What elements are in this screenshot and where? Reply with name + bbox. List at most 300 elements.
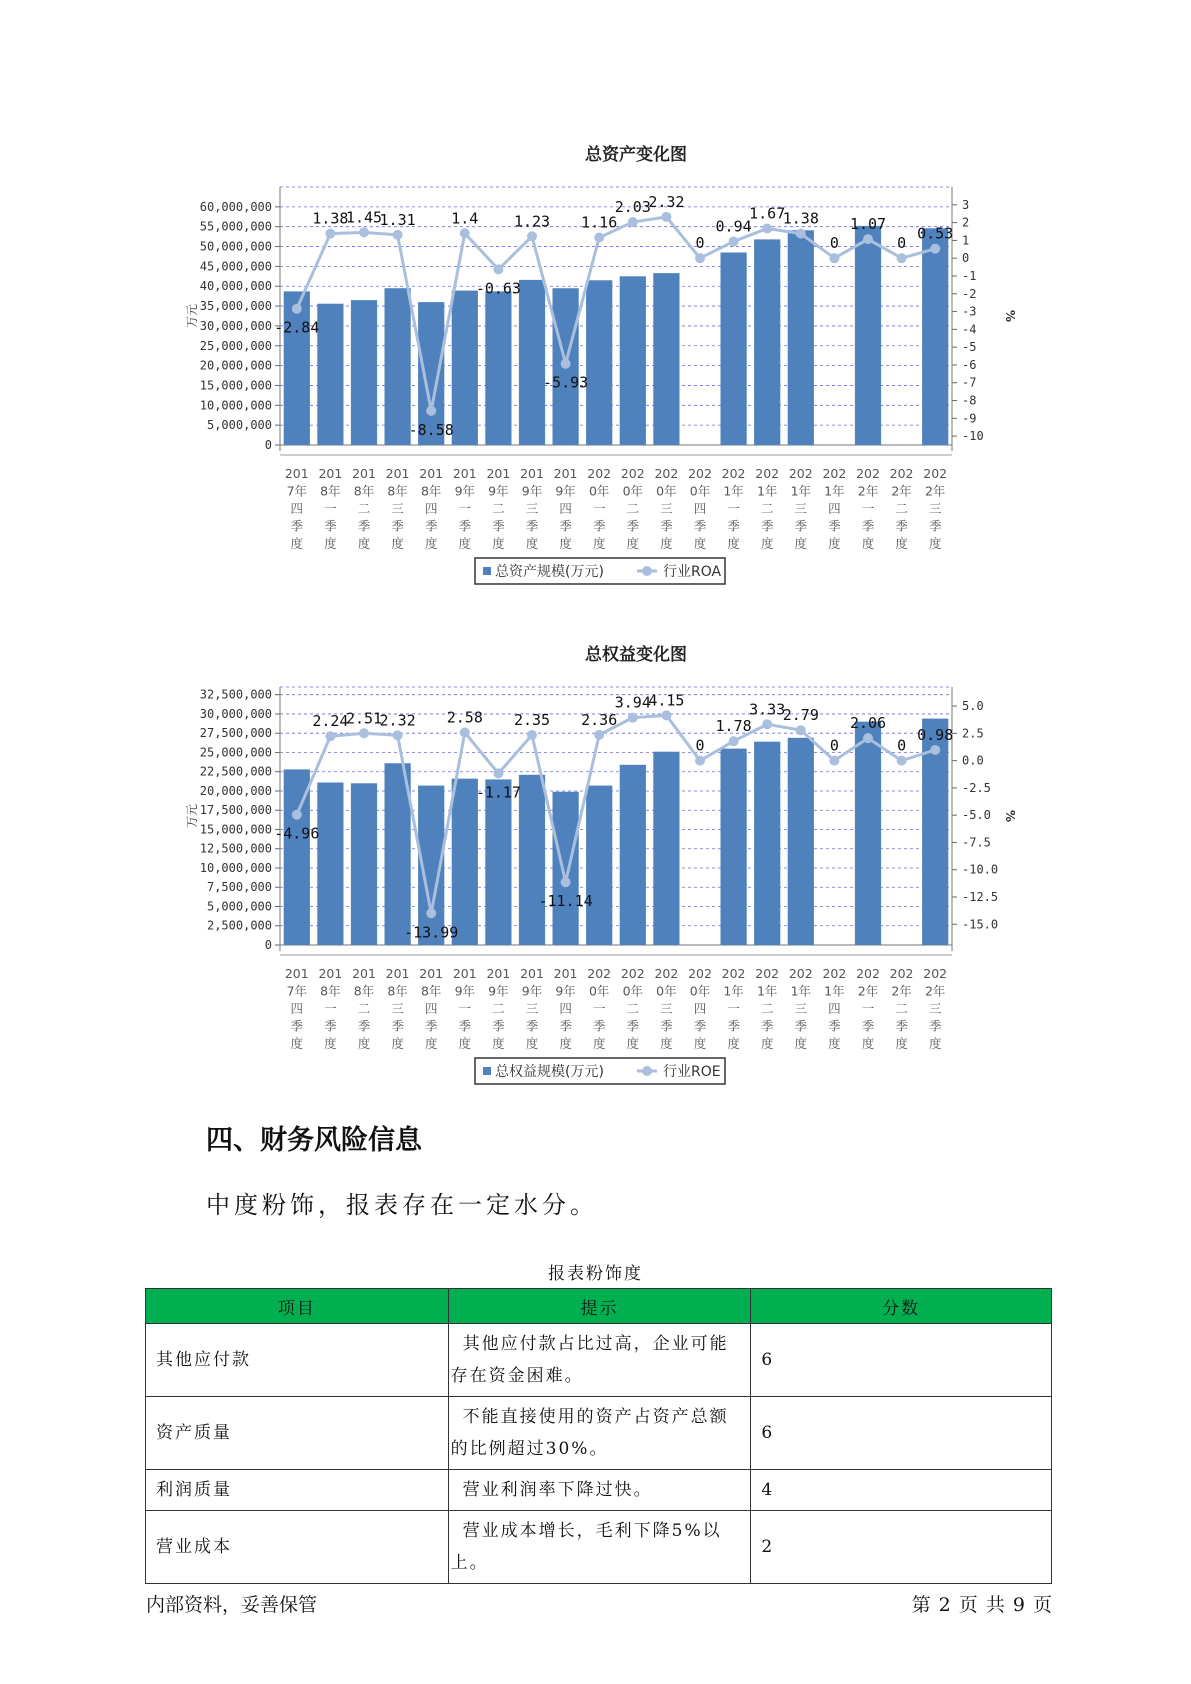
x-tick-label (688, 466, 712, 551)
y-tick-label: 35,000,000 (199, 299, 272, 314)
header-hint: 提示 (448, 1289, 751, 1324)
data-label: -13.99 (404, 923, 459, 942)
y-tick-label: 30,000,000 (199, 706, 272, 721)
x-tick-label (419, 966, 443, 1051)
footer-page-number: 第 2 页 共 9 页 (911, 1594, 1053, 1616)
row-hint (448, 1511, 751, 1584)
row-score: 4 (751, 1470, 1052, 1511)
x-tick-label-line: 1年 (756, 983, 778, 999)
x-tick-label-line: 202 (620, 966, 645, 981)
line-point (460, 228, 470, 238)
x-tick-label-line: 季 (324, 1018, 337, 1034)
table-row (146, 1397, 1052, 1470)
bar (620, 276, 646, 445)
y2-tick-label: -6 (962, 357, 977, 372)
x-tick-label-line: 季 (828, 518, 841, 534)
line-point (930, 244, 940, 254)
bar (552, 792, 578, 945)
data-label: 2.32 (648, 192, 685, 211)
bar (620, 765, 646, 945)
x-tick-label-line: 度 (391, 1036, 404, 1051)
y2-tick-label: 0.0 (962, 753, 984, 768)
x-tick-label-line: 度 (861, 536, 875, 551)
y2-axis-title: % (1003, 309, 1017, 323)
x-tick-label-line: 度 (660, 536, 673, 551)
y-tick-label: 17,500,000 (199, 803, 272, 818)
x-tick-label-line: 0年 (689, 983, 711, 999)
x-tick-label (554, 466, 578, 551)
row-hint (448, 1397, 751, 1470)
x-tick-label-line: 9年 (555, 483, 576, 499)
line-point (325, 229, 335, 239)
x-tick-label-line: 度 (458, 1036, 472, 1051)
x-tick-label-line: 202 (889, 966, 914, 981)
x-tick-label-line: 201 (553, 466, 578, 481)
chart-title: 总资产变化图 (585, 145, 687, 165)
data-label: 0 (897, 234, 907, 253)
row-hint-line: 其他应付款占比过高，企业可能 (462, 1334, 729, 1354)
x-tick-label-line: 季 (391, 518, 404, 534)
data-label: 1.4 (451, 209, 479, 228)
x-tick-label (352, 966, 376, 1051)
x-tick-label (755, 466, 779, 551)
x-tick-label-line: 季 (828, 1018, 841, 1034)
x-tick-label-line: 季 (290, 518, 304, 534)
x-tick-label (722, 466, 746, 551)
data-label: 2.36 (581, 710, 618, 729)
x-tick-label-line: 度 (525, 1036, 539, 1051)
x-tick-label-line: 季 (559, 518, 572, 534)
x-tick-label-line: 202 (923, 466, 948, 481)
x-tick-label-line: 201 (385, 966, 410, 981)
x-tick-label (486, 466, 510, 551)
bar (317, 304, 343, 445)
data-label: 2.03 (614, 198, 651, 217)
line-point (729, 736, 739, 746)
x-tick-label-line: 季 (928, 1018, 942, 1034)
y-tick-label: 20,000,000 (199, 783, 272, 798)
x-tick-label-line: 度 (492, 1036, 505, 1051)
y2-tick-label: -7 (962, 375, 977, 390)
line-point (796, 229, 806, 239)
y-tick-label: 10,000,000 (199, 860, 272, 875)
x-tick-label-line: 度 (828, 536, 841, 551)
x-tick-label-line: 0年 (622, 483, 644, 499)
x-tick-label-line: 季 (928, 518, 942, 534)
line-point (695, 253, 705, 263)
x-tick-label-line: 9年 (454, 483, 476, 499)
x-tick-label-line: 四 (424, 1001, 438, 1016)
bar (653, 273, 679, 445)
y-tick-label: 2,500,000 (206, 918, 272, 933)
x-tick-label (419, 466, 443, 551)
row-score: 2 (751, 1511, 1052, 1584)
row-hint-line: 不能直接使用的资产占资产总额 (462, 1407, 729, 1427)
x-tick-label-line: 季 (794, 518, 808, 534)
x-tick-label-line: 1年 (723, 483, 744, 499)
line-point (661, 710, 671, 720)
x-tick-label (587, 966, 611, 1051)
x-tick-label-line: 8年 (320, 483, 341, 499)
x-tick-label (520, 966, 544, 1051)
y2-tick-label: 3 (962, 197, 970, 212)
x-tick-label-line: 度 (895, 536, 908, 551)
data-label: -8.58 (408, 420, 454, 439)
x-tick-label-line: 三 (928, 501, 942, 516)
x-tick-label-line: 1年 (790, 483, 812, 499)
x-tick-label-line: 202 (620, 466, 645, 481)
x-tick-label-line: 四 (828, 1001, 841, 1016)
x-tick-label-line: 度 (592, 536, 606, 551)
line-point (527, 730, 537, 740)
x-tick-label-line: 202 (721, 466, 746, 481)
x-tick-label (318, 466, 342, 551)
data-label: 2.51 (345, 709, 383, 728)
x-tick-label-line: 201 (520, 966, 544, 981)
x-tick-label (621, 966, 645, 1051)
line-point (594, 233, 604, 243)
data-label: 0 (695, 736, 705, 755)
y2-tick-label: 2.5 (962, 726, 984, 741)
x-tick-label (285, 966, 309, 1051)
y2-tick-label: 1 (962, 233, 970, 248)
x-tick-label-line: 201 (284, 466, 309, 481)
x-tick-label-line: 9年 (521, 483, 543, 499)
x-tick-label-line: 季 (391, 1018, 404, 1034)
x-tick-label-line: 度 (828, 1036, 841, 1051)
x-tick-label-line: 度 (391, 536, 404, 551)
x-tick-label-line: 202 (889, 466, 914, 481)
x-tick-label-line: 季 (492, 1018, 505, 1034)
x-tick-label-line: 一 (324, 501, 337, 516)
y-tick-label: 7,500,000 (206, 880, 272, 895)
line-point (762, 719, 772, 729)
y-axis-title: 万元 (185, 803, 199, 829)
x-tick-label (621, 466, 645, 551)
x-tick-label (654, 466, 678, 551)
legend-bar-swatch (483, 1067, 491, 1075)
x-tick-label-line: 一 (458, 1001, 472, 1016)
x-tick-label (554, 966, 578, 1051)
x-tick-label-line: 二 (492, 501, 505, 516)
x-tick-label-line: 三 (391, 501, 404, 516)
data-label: 2.32 (379, 711, 416, 730)
x-tick-label (923, 966, 947, 1051)
bar (519, 775, 545, 945)
x-tick-label-line: 度 (693, 536, 707, 551)
x-tick-label-line: 2年 (891, 483, 912, 499)
x-tick-label-line: 201 (352, 466, 376, 481)
table-row (146, 1470, 1052, 1511)
x-tick-label-line: 7年 (286, 483, 308, 499)
bar (855, 722, 881, 945)
data-label: 1.23 (513, 212, 551, 231)
x-tick-label-line: 9年 (488, 983, 509, 999)
y2-tick-label: -4 (962, 322, 977, 337)
x-tick-label-line: 度 (357, 1036, 371, 1051)
data-label: 1.07 (849, 215, 887, 234)
x-tick-label-line: 9年 (454, 983, 476, 999)
line-point (863, 733, 873, 743)
x-tick-label-line: 1年 (756, 483, 778, 499)
x-tick-label-line: 三 (794, 1001, 808, 1016)
bar (788, 230, 814, 445)
x-tick-label-line: 一 (324, 1001, 337, 1016)
x-tick-label (453, 466, 477, 551)
x-tick-label-line: 四 (693, 1001, 707, 1016)
data-label: -0.63 (475, 279, 521, 298)
x-tick-label-line: 四 (693, 501, 707, 516)
data-label: 2.79 (782, 706, 819, 725)
x-tick-label-line: 季 (727, 518, 740, 534)
bar (284, 291, 310, 445)
data-label: 0.53 (917, 224, 954, 243)
x-tick-label-line: 度 (660, 1036, 673, 1051)
risk-table-body (146, 1324, 1052, 1584)
y2-tick-label: -5 (962, 340, 977, 355)
bar (754, 239, 780, 445)
x-tick-label-line: 二 (895, 501, 908, 516)
x-tick-label-line: 2年 (891, 983, 912, 999)
data-label: 4.15 (648, 691, 685, 710)
x-tick-label-line: 202 (822, 466, 847, 481)
table-header-row (146, 1289, 1052, 1324)
line-point (863, 234, 873, 244)
y2-tick-label: 0 (962, 251, 970, 266)
x-tick-label-line: 度 (324, 536, 337, 551)
bar (485, 779, 511, 945)
x-tick-label (789, 466, 813, 551)
footer-confidential: 内部资料，妥善保管 (146, 1594, 318, 1616)
bar (720, 749, 746, 945)
legend-bar-label: 总资产规模(万元) (495, 564, 604, 580)
y2-tick-label: -7.5 (962, 835, 991, 850)
x-tick-label-line: 季 (357, 518, 371, 534)
x-tick-label-line: 1年 (824, 983, 845, 999)
y2-tick-label: -8 (962, 393, 977, 408)
y2-tick-label: 2 (962, 215, 970, 230)
row-hint-line: 营业成本增长，毛利下降5%以上。 (450, 1521, 722, 1573)
x-tick-label-line: 201 (452, 966, 477, 981)
x-tick-label-line: 8年 (353, 483, 375, 499)
x-tick-label-line: 季 (458, 1018, 472, 1034)
x-tick-label-line: 季 (525, 518, 539, 534)
legend-bar-label: 总权益规模(万元) (495, 1064, 604, 1080)
x-tick-label-line: 季 (458, 518, 472, 534)
x-tick-label-line: 季 (626, 518, 640, 534)
x-tick-label-line: 度 (794, 536, 808, 551)
y2-tick-label: -5.0 (962, 808, 991, 823)
x-tick-label-line: 202 (587, 466, 612, 481)
table-row (146, 1511, 1052, 1584)
bar (788, 738, 814, 945)
x-tick-label-line: 二 (357, 501, 371, 516)
x-tick-label-line: 季 (760, 518, 774, 534)
legend-line-label: 行业ROE (663, 1064, 721, 1080)
x-tick-label-line: 季 (693, 518, 707, 534)
x-tick-label-line: 三 (928, 1001, 942, 1016)
x-tick-label-line: 度 (458, 536, 472, 551)
y2-axis-title: % (1003, 809, 1017, 823)
x-tick-label-line: 二 (760, 501, 774, 516)
bar (452, 291, 478, 445)
x-tick-label-line: 201 (520, 466, 544, 481)
row-item: 其他应付款 (146, 1324, 449, 1397)
x-tick-label (285, 466, 309, 551)
y-tick-label: 55,000,000 (199, 219, 272, 234)
x-tick-label-line: 1年 (723, 983, 744, 999)
data-label: 1.31 (379, 210, 416, 229)
legend-line-marker (642, 1066, 652, 1076)
table-row (146, 1324, 1052, 1397)
bar (922, 228, 948, 445)
x-tick-label-line: 0年 (588, 483, 610, 499)
y-tick-label: 20,000,000 (199, 358, 272, 373)
x-tick-label-line: 度 (357, 536, 371, 551)
legend-bar-swatch (483, 567, 491, 575)
x-tick-label-line: 8年 (387, 983, 408, 999)
x-tick-label-line: 度 (928, 1036, 942, 1051)
x-tick-label-line: 二 (760, 1001, 774, 1016)
bar (485, 291, 511, 445)
x-tick-label-line: 四 (424, 501, 438, 516)
bar (452, 779, 478, 945)
x-tick-label (789, 966, 813, 1051)
x-tick-label (352, 466, 376, 551)
x-tick-label-line: 季 (424, 1018, 438, 1034)
data-label: -2.84 (274, 318, 320, 337)
x-tick-label-line: 201 (486, 966, 511, 981)
x-tick-label (386, 466, 410, 551)
bar (653, 752, 679, 945)
bar (384, 288, 410, 445)
x-tick-label-line: 一 (458, 501, 472, 516)
total-assets-chart (0, 130, 1191, 600)
line-point (897, 756, 907, 766)
x-tick-label-line: 度 (928, 536, 942, 551)
x-tick-label-line: 2年 (857, 983, 879, 999)
data-label: 0.98 (917, 725, 954, 744)
y-tick-label: 27,500,000 (199, 726, 272, 741)
x-tick-label (923, 466, 947, 551)
line-point (762, 223, 772, 233)
x-tick-label-line: 二 (626, 1001, 640, 1016)
x-tick-label-line: 201 (318, 466, 343, 481)
x-tick-label-line: 季 (727, 1018, 740, 1034)
x-tick-label-line: 202 (755, 466, 780, 481)
line-point (561, 359, 571, 369)
bar (351, 783, 377, 945)
data-label: 1.45 (345, 208, 383, 227)
x-tick-label-line: 二 (492, 1001, 505, 1016)
x-tick-label-line: 1年 (824, 483, 845, 499)
data-label: 0 (695, 234, 705, 253)
row-hint (448, 1470, 751, 1511)
x-tick-label-line: 季 (525, 1018, 539, 1034)
y-tick-label: 5,000,000 (206, 418, 272, 433)
x-tick-label-line: 度 (727, 536, 740, 551)
x-tick-label-line: 8年 (320, 983, 341, 999)
data-label: 1.38 (782, 209, 819, 228)
bar (351, 300, 377, 445)
bar (586, 786, 612, 945)
x-tick-label-line: 季 (357, 1018, 371, 1034)
y-tick-label: 15,000,000 (199, 822, 272, 837)
x-tick-label-line: 度 (290, 536, 304, 551)
total-equity-chart (0, 630, 1191, 1100)
section-heading: 四、财务风险信息 (206, 1125, 422, 1156)
x-tick-label-line: 202 (788, 466, 813, 481)
data-label: 2.06 (849, 714, 887, 733)
x-tick-label-line: 季 (492, 518, 505, 534)
data-label: 0.94 (715, 217, 752, 236)
x-tick-label-line: 度 (290, 1036, 304, 1051)
x-tick-label-line: 0年 (588, 983, 610, 999)
x-tick-label-line: 三 (525, 1001, 539, 1016)
x-tick-label-line: 202 (923, 966, 948, 981)
line-point (493, 768, 503, 778)
x-tick-label-line: 8年 (420, 983, 442, 999)
data-label: -1.17 (475, 783, 521, 802)
data-label: 3.33 (749, 700, 786, 719)
x-tick-label-line: 度 (794, 1036, 808, 1051)
x-tick-label-line: 季 (290, 1018, 304, 1034)
x-tick-label-line: 季 (660, 1018, 673, 1034)
x-tick-label-line: 9年 (521, 983, 543, 999)
x-tick-label-line: 二 (626, 501, 640, 516)
data-label: 1.78 (715, 717, 752, 736)
y-tick-label: 15,000,000 (199, 378, 272, 393)
x-tick-label-line: 度 (727, 1036, 740, 1051)
x-tick-label-line: 2年 (924, 983, 946, 999)
x-tick-label (822, 966, 846, 1051)
y-tick-label: 12,500,000 (199, 841, 272, 856)
y-tick-label: 10,000,000 (199, 398, 272, 413)
line-point (359, 728, 369, 738)
line-point (628, 217, 638, 227)
data-label: 1.16 (581, 213, 618, 232)
y-tick-label: 32,500,000 (199, 687, 272, 702)
x-tick-label-line: 一 (592, 1001, 606, 1016)
line-point (426, 406, 436, 416)
line-point (897, 253, 907, 263)
y2-tick-label: -15.0 (962, 917, 999, 932)
x-tick-label-line: 季 (861, 518, 875, 534)
line-point (292, 810, 302, 820)
y2-tick-label: -10.0 (962, 862, 999, 877)
x-tick-label (890, 466, 914, 551)
x-tick-label-line: 8年 (420, 483, 442, 499)
x-tick-label-line: 四 (559, 1001, 572, 1016)
x-tick-label-line: 201 (452, 466, 477, 481)
x-tick-label-line: 度 (693, 1036, 707, 1051)
x-tick-label-line: 季 (861, 1018, 875, 1034)
legend-line-label: 行业ROA (663, 564, 722, 580)
x-tick-label-line: 201 (419, 966, 444, 981)
x-tick-label-line: 度 (492, 536, 505, 551)
x-tick-label-line: 202 (856, 966, 880, 981)
x-tick-label-line: 202 (688, 466, 712, 481)
x-tick-label-line: 一 (861, 1001, 875, 1016)
x-tick-label-line: 202 (856, 466, 880, 481)
x-tick-label-line: 季 (592, 1018, 606, 1034)
line-point (292, 304, 302, 314)
line-point (493, 264, 503, 274)
x-tick-label-line: 8年 (387, 483, 408, 499)
line-point (930, 745, 940, 755)
y2-tick-label: -2 (962, 286, 977, 301)
bar (754, 742, 780, 945)
